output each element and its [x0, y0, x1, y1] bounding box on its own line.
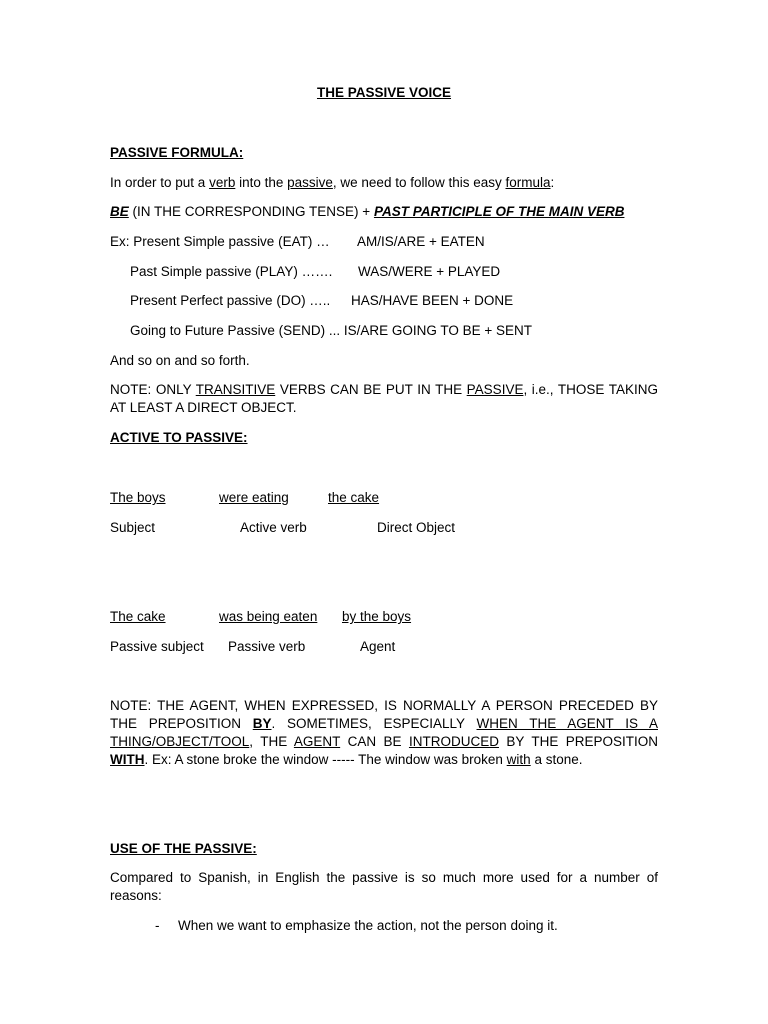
bullet-item: When we want to emphasize the action, not the person doing it.	[178, 918, 558, 933]
label-active-verb: Active verb	[240, 520, 307, 535]
active-verb: were eating	[219, 490, 289, 505]
use-intro: Compared to Spanish, in English the passive is so much more used for a number of reasons:	[110, 870, 658, 903]
example-line: Past Simple passive (PLAY) …….	[130, 264, 333, 279]
active-subject: The boys	[110, 490, 166, 505]
note-agent: NOTE: THE AGENT, WHEN EXPRESSED, IS NORMALLY A PERSON PRECEDED BY THE PREPOSITION BY. SOMETIMES, ESPECIALLY WHEN THE AGENT IS A THING/OBJECT/TOOL, THE AGENT CAN BE INTRODUCED BY THE PREPOSITION WITH. Ex: A stone broke the window ----- The window was broken with a stone.	[110, 698, 659, 767]
page-title: THE PASSIVE VOICE	[316, 85, 452, 100]
formula-etc: And so on and so forth.	[110, 353, 250, 368]
label-agent: Agent	[360, 639, 396, 654]
passive-subject: The cake	[110, 609, 166, 624]
example-result: IS/ARE GOING TO BE + SENT	[343, 323, 533, 338]
passive-agent: by the boys	[342, 609, 412, 624]
example-result: HAS/HAVE BEEN + DONE	[351, 293, 514, 308]
label-subject: Subject	[110, 520, 156, 535]
section-heading-formula: PASSIVE FORMULA:	[110, 145, 244, 160]
example-line: Present Perfect passive (DO) …..	[130, 293, 331, 308]
label-direct-object: Direct Object	[377, 520, 456, 535]
section-heading-use: USE OF THE PASSIVE:	[110, 841, 257, 856]
example-line: Ex: Present Simple passive (EAT) …	[110, 234, 330, 249]
active-object: the cake	[328, 490, 380, 505]
example-line: Going to Future Passive (SEND) ... IS/ARE GOING TO BE + SENT	[130, 323, 533, 338]
passive-verb: was being eaten	[219, 609, 318, 624]
label-passive-verb: Passive verb	[228, 639, 306, 654]
note-transitive: NOTE: ONLY TRANSITIVE VERBS CAN BE PUT IN THE PASSIVE, i.e., THOSE TAKING AT LEAST A DIRECT OBJECT.	[110, 382, 659, 415]
example-result: WAS/WERE + PLAYED	[358, 264, 501, 279]
label-passive-subject: Passive subject	[110, 639, 204, 654]
formula-rule: BE (IN THE CORRESPONDING TENSE) + PAST PARTICIPLE OF THE MAIN VERB	[110, 204, 625, 219]
formula-intro: In order to put a verb into the passive, we need to follow this easy formula:	[110, 175, 555, 190]
example-result: AM/IS/ARE + EATEN	[357, 234, 485, 249]
section-heading-active-to-passive: ACTIVE TO PASSIVE:	[110, 430, 248, 445]
bullet-marker: -	[155, 918, 160, 933]
